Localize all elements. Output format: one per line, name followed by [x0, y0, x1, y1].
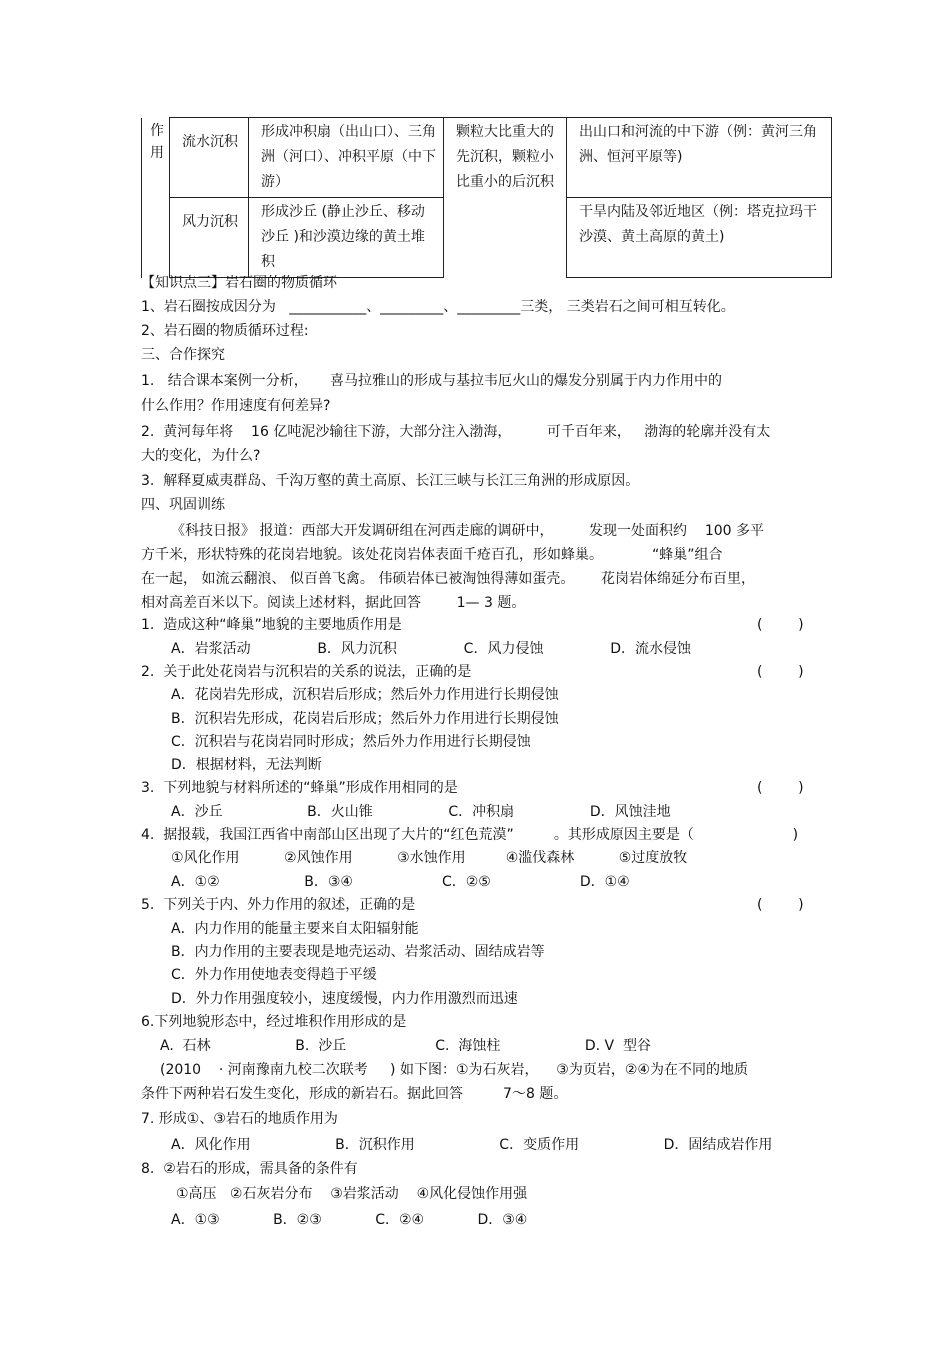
question: 7. 形成①、③岩石的地质作用为	[141, 1111, 338, 1127]
question: 5. 下列关于内、外力作用的叙述，正确的是	[141, 897, 416, 913]
deposition-table	[141, 117, 832, 278]
question: 3. 下列地貌与材料所述的“蜂巢”形成作用相同的是	[141, 780, 458, 796]
section-heading: 三、合作探究	[141, 347, 225, 363]
option-line: A．沙丘 B．火山锥 C．冲积扇 D．风蚀洼地	[171, 804, 671, 820]
option-line: A．①③ B．②③ C．②④ D．③④	[171, 1212, 528, 1228]
text-line: 方千米，形状特殊的花岗岩地貌。该处花岗岩体表面千疮百孔，形如蜂巢。 “蜂巢”组合	[141, 547, 723, 563]
answer-paren: ( )	[757, 897, 804, 913]
text-line: 《科技日报》 报道：西部大开发调研组在河西走廊的调研中， 发现一处面积约 100 多平	[171, 523, 765, 539]
option-line: B．内力作用的主要表现是地壳运动、岩浆活动、固结成岩等	[171, 944, 545, 960]
option-line: C．外力作用使地表变得趋于平缓	[171, 967, 377, 983]
option-line: C．沉积岩与花岗岩同时形成；然后外力作用进行长期侵蚀	[171, 734, 531, 750]
option-line: A．①② B．③④ C．②⑤ D．①④	[171, 874, 630, 890]
table-cell-feature: 形成沙丘 (静止沙丘、移动沙丘 )和沙漠边缘的黄土堆积	[249, 198, 444, 278]
answer-paren: ( )	[757, 780, 804, 796]
option-line: A．风化作用 B．沉积作用 C．变质作用 D．固结成岩作用	[171, 1137, 773, 1153]
table-cell-region: 出山口和河流的中下游（例：黄河三角洲、恒河平原等)	[567, 118, 832, 198]
table-cell-rule: 颗粒大比重大的先沉积，颗粒小比重小的后沉积	[444, 118, 567, 278]
text-line: 2. 黄河每年将 16 亿吨泥沙输往下游，大部分注入渤海， 可千百年来， 渤海的轮廓并没有太	[141, 424, 771, 440]
text-line: 大的变化，为什么?	[141, 448, 261, 464]
option-line: D．根据材料，无法判断	[171, 757, 322, 773]
text-line: 1. 结合课本案例一分析， 喜马拉雅山的形成与基拉韦厄火山的爆发分别属于内力作用中的	[141, 373, 722, 389]
option-line: B．沉积岩先形成，花岗岩后形成；然后外力作用进行长期侵蚀	[171, 711, 559, 727]
option-line: A．花岗岩先形成，沉积岩后形成；然后外力作用进行长期侵蚀	[171, 687, 559, 703]
option-line: D．外力作用强度较小，速度缓慢，内力作用激烈而迅速	[171, 991, 518, 1007]
text-line: 什么作用？作用速度有何差异?	[141, 398, 331, 414]
option-line: A. 石林 B. 沙丘 C. 海蚀柱 D. V 型谷	[160, 1038, 652, 1054]
table-side-label: 作用	[142, 118, 170, 278]
option-line: ①高压 ②石灰岩分布 ③岩浆活动 ④风化侵蚀作用强	[176, 1186, 528, 1202]
table-cell-feature: 形成冲积扇（出山口）、三角洲（河口）、冲积平原（中下游）	[249, 118, 444, 198]
question: 2. 关于此处花岗岩与沉积岩的关系的说法，正确的是	[141, 664, 472, 680]
answer-paren: )	[757, 827, 799, 843]
text-line: 在一起， 如流云翻浪、 似百兽飞禽。 伟硕岩体已被淘蚀得薄如蛋壳。 花岗岩体绵延分布百里，	[141, 571, 756, 587]
text-line: (2010 · 河南豫南九校二次联考 ) 如下图：①为石灰岩， ③为页岩，②④为在不同的地质	[160, 1062, 748, 1078]
question: 4. 据报载，我国江西省中南部山区出现了大片的“红色荒漠” 。其形成原因主要是（	[141, 827, 694, 843]
text-line: 3. 解释夏威夷群岛、千沟万壑的黄土高原、长江三峡与长江三角洲的形成原因。	[141, 473, 640, 489]
table-cell-type: 风力沉积	[170, 198, 249, 278]
text-line: 2、岩石圈的物质循环过程:	[141, 323, 309, 339]
table-cell-type: 流水沉积	[170, 118, 249, 198]
question: 1. 造成这种“峰巢”地貌的主要地质作用是	[141, 617, 402, 633]
fill-in-question: 1、岩石圈按成因分为 ___________、_________、_________三类， 三类岩石之间可相互转化。	[141, 299, 735, 315]
question: 8. ②岩石的形成，需具备的条件有	[141, 1161, 358, 1177]
answer-paren: ( )	[757, 664, 804, 680]
option-line: A．内力作用的能量主要来自太阳辐射能	[171, 921, 419, 937]
table-cell-region: 干旱内陆及邻近地区（例：塔克拉玛干沙漠、黄土高原的黄土)	[567, 198, 832, 278]
question: 6.下列地貌形态中，经过堆积作用形成的是	[141, 1014, 407, 1030]
option-line: A．岩浆活动 B．风力沉积 C．风力侵蚀 D．流水侵蚀	[171, 641, 691, 657]
text-line: 条件下两种岩石发生变化，形成的新岩石。据此回答 7～8 题。	[141, 1086, 568, 1102]
answer-paren: ( )	[757, 617, 804, 633]
section-heading: 【知识点三】岩石圈的物质循环	[141, 275, 337, 291]
text-line: 相对高差百米以下。阅读上述材料，据此回答 1— 3 题。	[141, 595, 526, 611]
section-heading: 四、巩固训练	[141, 497, 225, 513]
option-line: ①风化作用 ②风蚀作用 ③水蚀作用 ④滥伐森林 ⑤过度放牧	[171, 850, 688, 866]
